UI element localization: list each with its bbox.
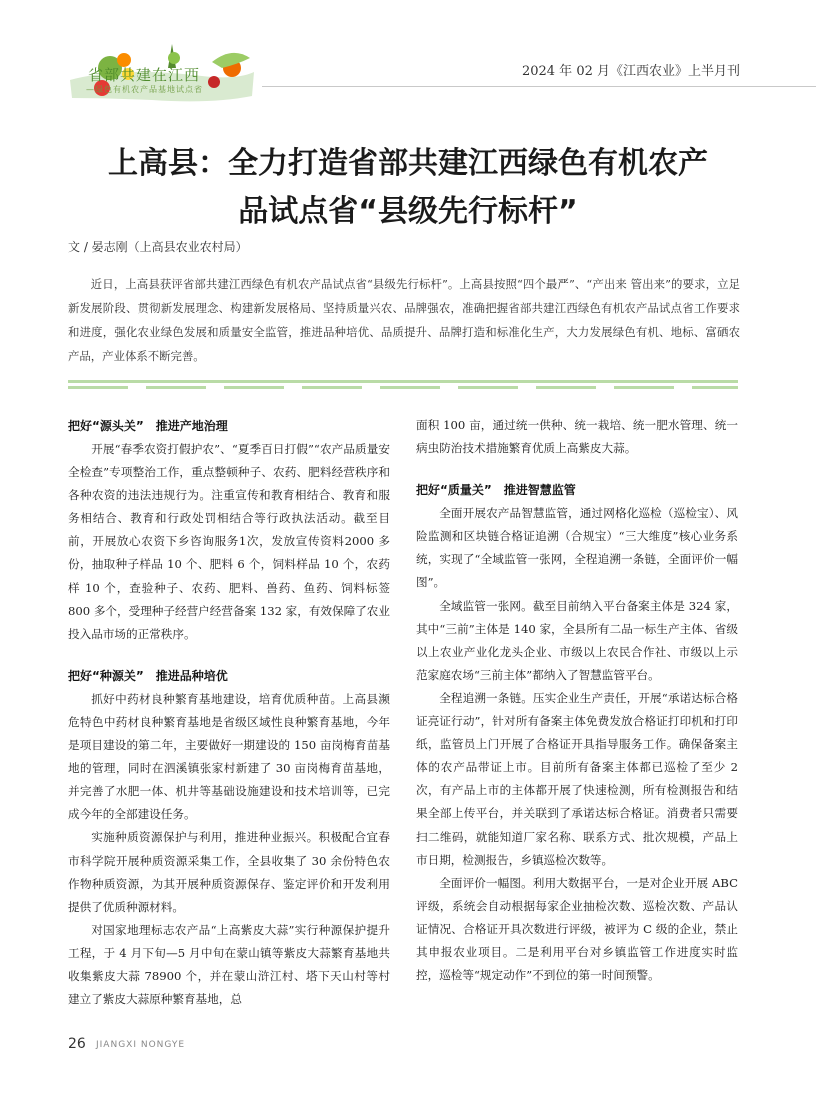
page-number: 26 xyxy=(68,1036,86,1052)
paragraph: 面积 100 亩，通过统一供种、统一栽培、统一肥水管理、统一病虫防治技术措施繁育优质上高紫皮大蒜。 xyxy=(416,418,738,456)
section-heading-seed: 把好“种源关” 推进品种培优 xyxy=(68,668,228,683)
paragraph: 全域监管一张网。截至目前纳入平台备案主体是 324 家，其中“三前”主体是 140 家，全县所有二品一标生产主体、省级以上农业产业化龙头企业、市级以上农民合作社、市级以上示范家庭农场“三前主体”都纳入了智慧监管平台。 xyxy=(416,598,738,682)
paragraph: 实施种质资源保护与利用，推进种业振兴。积极配合宜春市科学院开展种质资源采集工作，全县收集了 30 余份特色农作物种质资源，为其开展种质资源保存、鉴定评价和开发利用提供了优质种源材料。 xyxy=(68,830,390,914)
issue-label: 2024 年 02 月《江西农业》上半月刊 xyxy=(521,64,740,79)
magazine-name: JIANGXI NONGYE xyxy=(96,1040,186,1050)
byline: 文 / 晏志刚（上高县农业农村局） xyxy=(68,240,248,254)
paragraph: 全程追溯一条链。压实企业生产责任，开展“承诺达标合格证亮证行动”，针对所有备案主体免费发放合格证打印机和打印纸，监管员上门开展了合格证开具指导服务工作。确保备案主体的农产品带证上市。目前所有备案主体都已巡检了至少 2 次，有产品上市的主体都开展了快速检测，所有检测报告和结果全部上传平台，并关联到了承诺达标合格证。消费者只需要扫二维码，就能知道厂家名称、联系方式、批次规模，产品上市日期，检测报告，乡镇巡检次数等。 xyxy=(416,690,738,867)
paragraph: 抓好中药材良种繁育基地建设，培育优质种苗。上高县濒危特色中药材良种繁育基地是省级区域性良种繁育基地，今年是项目建设的第二年，主要做好一期建设的 150 亩岗梅育苗基地的管理，同时在泗溪镇张家村新建了 30 亩岗梅育苗基地，并完善了水肥一体、机井等基础设施建设和技术培训等，已完成今年的全部建设任务。 xyxy=(68,691,390,822)
header-divider xyxy=(262,86,816,87)
section-heading-quality: 把好“质量关” 推进智慧监管 xyxy=(416,483,576,498)
page-title xyxy=(0,140,816,236)
left-column xyxy=(68,414,390,1011)
logo-title: 省部共建在江西 xyxy=(88,66,201,84)
paragraph: 对国家地理标志农产品“上高紫皮大蒜”实行种源保护提升工程，于 4 月下旬—5 月中旬在蒙山镇等紫皮大蒜繁育基地共收集紫皮大蒜 78900 个，并在蒙山浒江村、塔下天山村等村建立了紫皮大蒜原种繁育基地，总 xyxy=(68,922,390,1007)
abstract: 近日，上高县获评省部共建江西绿色有机农产品试点省“县级先行标杆”。上高县按照“四个最严”、“产出来 管出来”的要求，立足新发展阶段、贯彻新发展理念、构建新发展格局、坚持质量兴农、品牌强农，准确把握省部共建江西绿色有机农产品试点省工作要求和进度，强化农业绿色发展和质量安全监管，推进品种培优、品质提升、品牌打造和标准化生产，大力发展绿色有机、地标、富硒农产品，产业体系不断完善。 xyxy=(68,277,740,363)
paragraph: 全面评价一幅图。利用大数据平台，一是对企业开展 ABC 评级，系统会自动根据每家企业抽检次数、巡检次数、产品认证情况、合格证开具次数进行评级，被评为 C 级的企业，禁止其申报农业项目。二是利用平台对乡镇监管工作进度实时监控，巡检等“规定动作”不到位的第一时间预警。 xyxy=(416,875,738,983)
section-heading-source: 把好“源头关” 推进产地治理 xyxy=(68,419,228,433)
paragraph: 开展“春季农资打假护农”、“夏季百日打假”“农产品质量安全检查”专项整治工作，重点整顿种子、农药、肥料经营秩序和各种农资的违法违规行为。注重宣传和教育相结合、教育和服务相结合、教育和行政处罚相结合等行政执法活动。截至目前，开展放心农资下乡咨询服务1次，发放宣传资料2000 多份，抽取种子样品 10 个、肥料 6 个，饲料样品 10 个，农药样 10 个，查验种子、农药、肥料、兽药、鱼药、饲料标签 800 多个，受理种子经营户经营备案 132 家，有效保障了农业投入品市场的正常秩序。 xyxy=(68,442,390,641)
logo-subtitle: —绿色有机农产品基地试点省 xyxy=(86,85,203,94)
right-column xyxy=(416,414,738,987)
title-line-2: 品试点省“县级先行标杆” xyxy=(238,194,578,229)
paragraph: 全面开展农产品智慧监管，通过网格化巡检（巡检宝）、风险监测和区块链合格证追溯（合规宝）“三大维度”核心业务系统，实现了“全域监管一张网，全程追溯一条链，全面评价一幅图”。 xyxy=(416,506,738,590)
section-divider xyxy=(68,380,738,390)
title-line-1: 上高县：全力打造省部共建江西绿色有机农产 xyxy=(108,146,708,181)
